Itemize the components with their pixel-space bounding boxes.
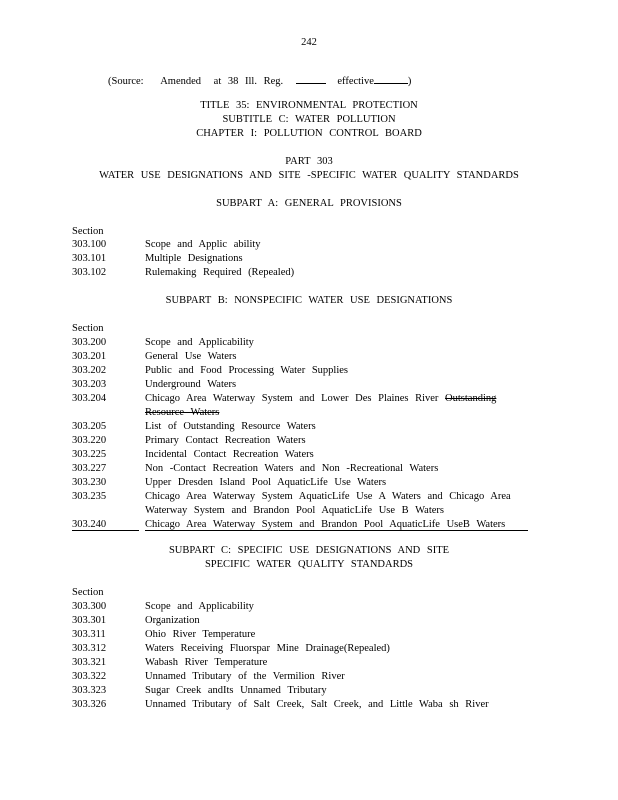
toc-row [0,602,618,616]
section-title: Scope and Applicability [145,337,254,348]
section-number: 303.220 [72,435,107,446]
section-title: Chicago Area Waterway System and Brandon Pool AquaticLife UseB Waters [145,519,506,530]
effective-blank [374,74,408,84]
toc-row [0,492,618,506]
toc-row [0,352,618,366]
insertion-underline [145,530,528,531]
toc-row [0,422,618,436]
section-title: Wabash River Temperature [145,657,268,668]
toc-row [0,686,618,700]
deleted-text: Resource Waters [145,407,220,418]
section-title: Organization [145,615,200,626]
section-title: Chicago Area Waterway System AquaticLife Use A Waters and Chicago Area [145,491,511,502]
toc-row [0,240,618,254]
section-number: 303.102 [72,267,107,278]
section-number: 303.230 [72,477,107,488]
toc-row-continuation [0,408,618,422]
section-number: 303.321 [72,657,107,668]
section-number: 303.101 [72,253,107,264]
section-number: 303.205 [72,421,107,432]
section-title: Underground Waters [145,379,237,390]
section-number: 303.202 [72,365,107,376]
section-label: Section [72,323,104,334]
section-title-continued: Waterway System and Brandon Pool AquaticLife Use B Waters [145,505,444,516]
deleted-text: Outstanding [445,393,497,404]
toc-row [0,338,618,352]
section-number: 303.201 [72,351,107,362]
subpart-b-heading: SUBPART B: NONSPECIFIC WATER USE DESIGNATIONS [165,295,453,306]
toc-row [0,644,618,658]
section-number: 303.323 [72,685,107,696]
source-register: at 38 Ill. Reg. [213,76,284,87]
toc-row [0,658,618,672]
section-number: 303.100 [72,239,107,250]
toc-row [0,478,618,492]
source-prefix: (Source: [108,76,144,87]
section-number: 303.326 [72,699,107,710]
part-name: WATER USE DESIGNATIONS AND SITE -SPECIFIC WATER QUALITY STANDARDS [99,170,519,181]
source-note [108,74,411,88]
section-number: 303.240 [72,519,107,530]
subpart-c-heading: SUBPART C: SPECIFIC USE DESIGNATIONS AND SITE [168,545,450,556]
subpart-a-heading: SUBPART A: GENERAL PROVISIONS [216,198,402,209]
toc-row [0,630,618,644]
section-title: Non -Contact Recreation Waters and Non -Recreational Waters [145,463,439,474]
section-number: 303.227 [72,463,107,474]
section-title: General Use Waters [145,351,237,362]
part-number: PART 303 [285,156,333,167]
section-number: 303.235 [72,491,107,502]
section-title: Rulemaking Required (Repealed) [145,267,295,278]
toc-row [0,700,618,714]
register-blank [296,74,326,84]
section-title: Incidental Contact Recreation Waters [145,449,314,460]
toc-row [0,254,618,268]
section-number: 303.203 [72,379,107,390]
source-close: ) [407,76,412,87]
subpart-c-heading-line-2: SPECIFIC WATER QUALITY STANDARDS [204,559,414,570]
toc-row [0,366,618,380]
section-title: Scope and Applicability [145,601,254,612]
title-line: TITLE 35: ENVIRONMENTAL PROTECTION [200,100,418,111]
section-title: Primary Contact Recreation Waters [145,435,306,446]
section-number: 303.300 [72,601,107,612]
section-title: Upper Dresden Island Pool AquaticLife Use Waters [145,477,387,488]
section-label: Section [72,226,104,237]
subtitle-line: SUBTITLE C: WATER POLLUTION [222,114,396,125]
section-number: 303.301 [72,615,107,626]
source-amended: Amended [160,76,202,87]
section-number: 303.200 [72,337,107,348]
toc-row-continuation [0,506,618,520]
section-number: 303.322 [72,671,107,682]
source-effective: effective [337,76,374,87]
section-number: 303.204 [72,393,107,404]
toc-row [0,380,618,394]
section-title: Ohio River Temperature [145,629,256,640]
insertion-underline [72,530,139,531]
section-number: 303.311 [72,629,106,640]
toc-row-inserted [0,520,618,534]
section-title: Multiple Designations [145,253,243,264]
section-title-text: Chicago Area Waterway System and Lower Des Plaines River [145,393,439,404]
toc-row [0,672,618,686]
section-title: Sugar Creek andIts Unnamed Tributary [145,685,327,696]
section-title: Unnamed Tributary of the Vermilion River [145,671,345,682]
section-title: Unnamed Tributary of Salt Creek, Salt Creek, and Little Waba sh River [145,699,489,710]
section-title: Waters Receiving Fluorspar Mine Drainage(Repealed) [145,643,390,654]
section-title: Scope and Applic ability [145,239,261,250]
section-number: 303.225 [72,449,107,460]
section-title [145,394,496,405]
toc-row [0,394,618,408]
toc-row [0,268,618,282]
section-number: 303.312 [72,643,107,654]
toc-row [0,450,618,464]
toc-row [0,436,618,450]
section-title: Public and Food Processing Water Supplies [145,365,348,376]
page-number: 242 [301,37,317,48]
section-title: List of Outstanding Resource Waters [145,421,316,432]
section-label: Section [72,587,104,598]
toc-row [0,464,618,478]
toc-row [0,616,618,630]
chapter-line: CHAPTER I: POLLUTION CONTROL BOARD [196,128,422,139]
